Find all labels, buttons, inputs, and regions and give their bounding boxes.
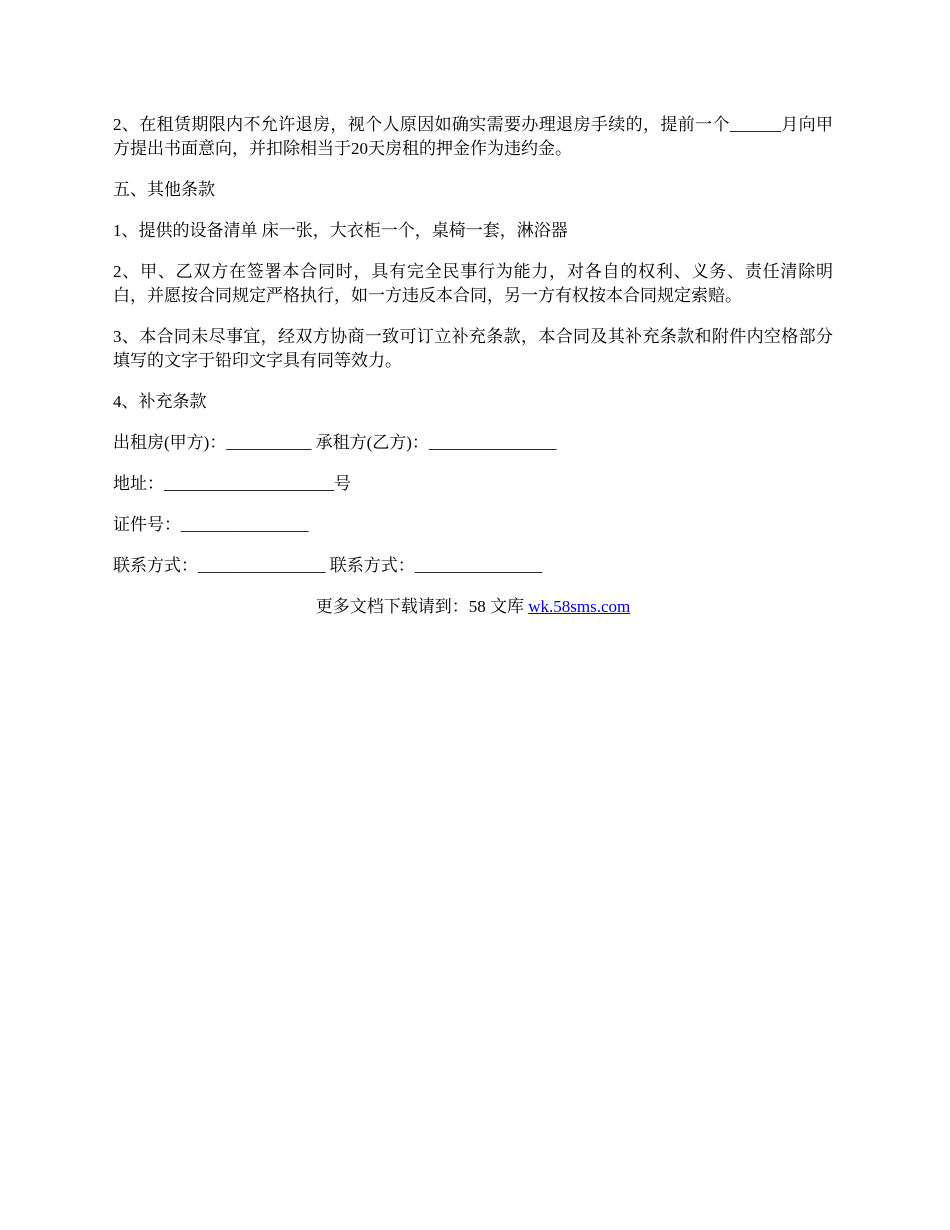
footer-prefix: 更多文档下载请到：58 文库 <box>315 597 529 616</box>
clause-checkout: 2、在租赁期限内不允许退房，视个人原因如确实需要办理退房手续的，提前一个______月向甲方提出书面意向，并扣除相当于20天房租的押金作为违约金。 <box>113 115 833 158</box>
section-heading-other-terms: 五、其他条款 <box>113 180 215 199</box>
document-body <box>113 113 833 619</box>
clause-supplementary-terms: 4、补充条款 <box>113 392 207 411</box>
clause-equipment-list: 1、提供的设备清单 床一张，大衣柜一个，桌椅一套，淋浴器 <box>113 221 568 240</box>
contact-line: 联系方式：_______________ 联系方式：_______________ <box>113 556 543 575</box>
clause-capacity: 2、甲、乙双方在签署本合同时，具有完全民事行为能力，对各自的权利、义务、责任清除明白，并愿按合同规定严格执行，如一方违反本合同，另一方有权按本合同规定索赔。 <box>113 262 833 305</box>
address-line: 地址：____________________号 <box>113 474 351 493</box>
download-footer <box>113 595 833 619</box>
signature-parties-line: 出租房(甲方)：__________ 承租方(乙方)：_______________ <box>113 433 557 452</box>
footer-link[interactable]: wk.58sms.com <box>528 597 631 616</box>
id-number-line: 证件号：_______________ <box>113 515 309 534</box>
clause-supplementary-effect: 3、本合同未尽事宜，经双方协商一致可订立补充条款，本合同及其补充条款和附件内空格部分填写的文字于铅印文字具有同等效力。 <box>113 327 833 370</box>
